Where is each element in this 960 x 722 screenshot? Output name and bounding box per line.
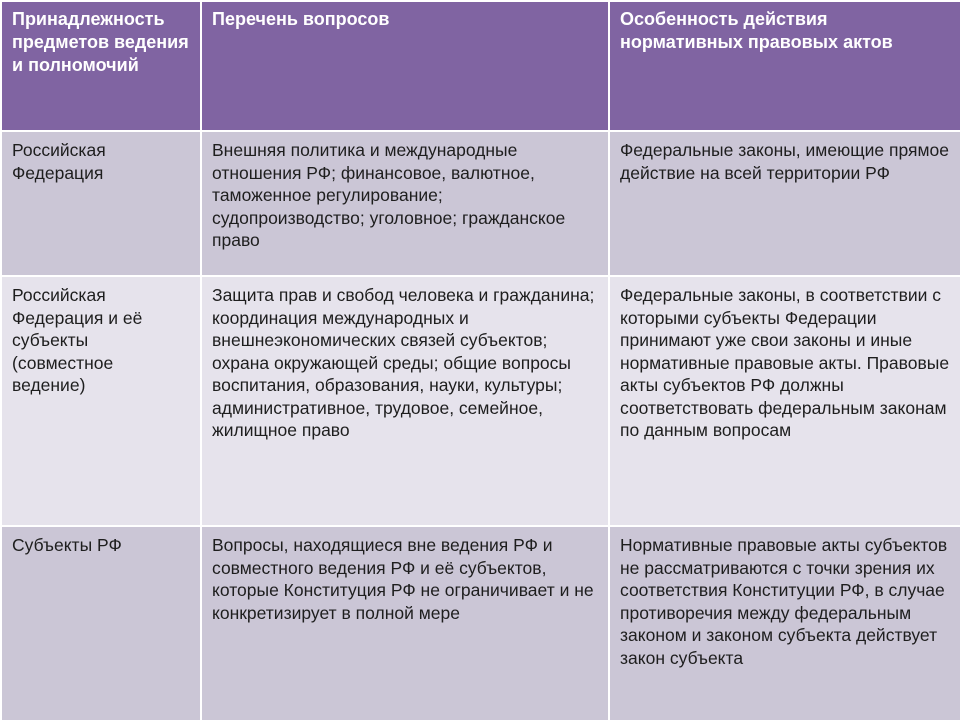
cell-feature: Федеральные законы, в соответствии с которыми субъекты Федерации принимают уже свои законы и иные нормативные правовые акты. Правовые акты субъектов РФ должны соответствовать федеральным законам по данным вопросам xyxy=(609,276,960,526)
table-row xyxy=(1,276,960,526)
table-header-row xyxy=(1,1,960,131)
header-questions: Перечень вопросов xyxy=(201,1,609,131)
cell-questions: Защита прав и свобод человека и гражданина; координация международных и внешнеэкономических связей субъектов; охрана окружающей среды; общие вопросы воспитания, образования, науки, культуры; административное, трудовое, семейное, жилищное право xyxy=(201,276,609,526)
cell-questions: Внешняя политика и международные отношения РФ; финансовое, валютное, таможенное регулирование; судопроизводство; уголовное; гражданское право xyxy=(201,131,609,276)
header-subject: Принадлежность предметов ведения и полномочий xyxy=(1,1,201,131)
table-row xyxy=(1,131,960,276)
cell-subject: Российская Федерация xyxy=(1,131,201,276)
header-feature: Особенность действия нормативных правовых актов xyxy=(609,1,960,131)
cell-feature: Федеральные законы, имеющие прямое действие на всей территории РФ xyxy=(609,131,960,276)
cell-subject: Субъекты РФ xyxy=(1,526,201,721)
cell-questions: Вопросы, находящиеся вне ведения РФ и совместного ведения РФ и её субъектов, которые Конституция РФ не ограничивает и не конкретизирует в полной мере xyxy=(201,526,609,721)
table-row xyxy=(1,526,960,721)
cell-feature: Нормативные правовые акты субъектов не рассматриваются с точки зрения их соответствия Конституции РФ, в случае противоречия между федеральным законом и законом субъекта действует закон субъекта xyxy=(609,526,960,721)
cell-subject: Российская Федерация и её субъекты (совместное ведение) xyxy=(1,276,201,526)
